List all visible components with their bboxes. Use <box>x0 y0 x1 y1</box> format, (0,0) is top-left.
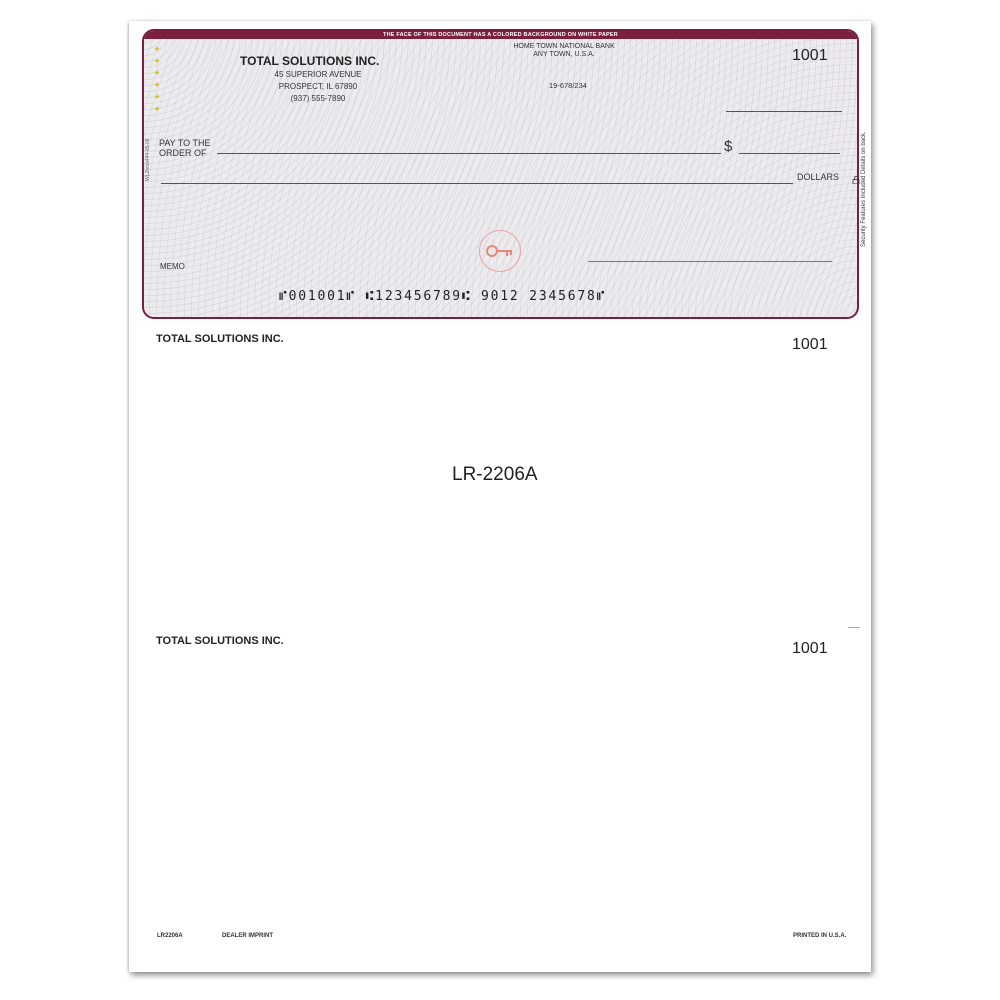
perforation-mark <box>848 627 860 628</box>
stub2-company-name: TOTAL SOLUTIONS INC. <box>156 635 284 647</box>
company-phone: (937) 555-7890 <box>290 94 346 103</box>
amount-line[interactable] <box>739 153 840 154</box>
stub1-check-number: 1001 <box>792 336 828 353</box>
amount-words-line[interactable] <box>161 183 793 184</box>
stub1-company-name: TOTAL SOLUTIONS INC. <box>156 333 284 345</box>
address-line-1: 45 SUPERIOR AVENUE <box>274 70 362 79</box>
side-code: WL2bms444-05-06 <box>145 138 151 181</box>
lock-icon <box>852 176 860 184</box>
dollar-sign: $ <box>724 138 733 155</box>
check-sheet <box>129 21 871 972</box>
footer-dealer-imprint: DEALER IMPRINT <box>222 933 273 939</box>
padlock-key-seal-icon <box>479 230 521 272</box>
footer-form-id: LR2206A <box>157 933 183 939</box>
payee-line[interactable] <box>217 153 721 154</box>
company-name: TOTAL SOLUTIONS INC. <box>240 54 380 68</box>
address-line-2: PROSPECT, IL 67890 <box>278 82 358 91</box>
pay-label-line-2: ORDER OF <box>159 148 207 158</box>
fraction-code: 19-678/234 <box>549 81 587 90</box>
micr-line: ⑈001001⑈ ⑆123456789⑆ 9012 2345678⑈ <box>279 289 607 304</box>
signature-line[interactable] <box>588 261 832 262</box>
memo-label: MEMO <box>160 262 185 271</box>
bank-name: HOME TOWN NATIONAL BANK <box>513 43 615 50</box>
star-icon: ✦ ✦ ✦ ✦ ✦ ✦ <box>153 44 161 114</box>
company-address <box>266 69 370 105</box>
pay-to-label <box>159 138 211 158</box>
footer-printed-in: PRINTED IN U.S.A. <box>793 933 847 939</box>
bank-location: ANY TOWN, U.S.A. <box>533 51 595 58</box>
stub2-check-number: 1001 <box>792 640 828 657</box>
check-face <box>142 29 859 319</box>
form-code: LR-2206A <box>452 464 538 485</box>
pay-label-line-1: PAY TO THE <box>159 138 211 148</box>
check-banner: THE FACE OF THIS DOCUMENT HAS A COLORED BACKGROUND ON WHITE PAPER <box>144 31 857 39</box>
security-features-note: Security Features Included Details on back. <box>861 131 867 247</box>
date-line[interactable] <box>726 111 842 112</box>
bank-info <box>509 43 619 59</box>
check-number: 1001 <box>792 47 828 64</box>
dollars-label: DOLLARS <box>797 172 840 182</box>
